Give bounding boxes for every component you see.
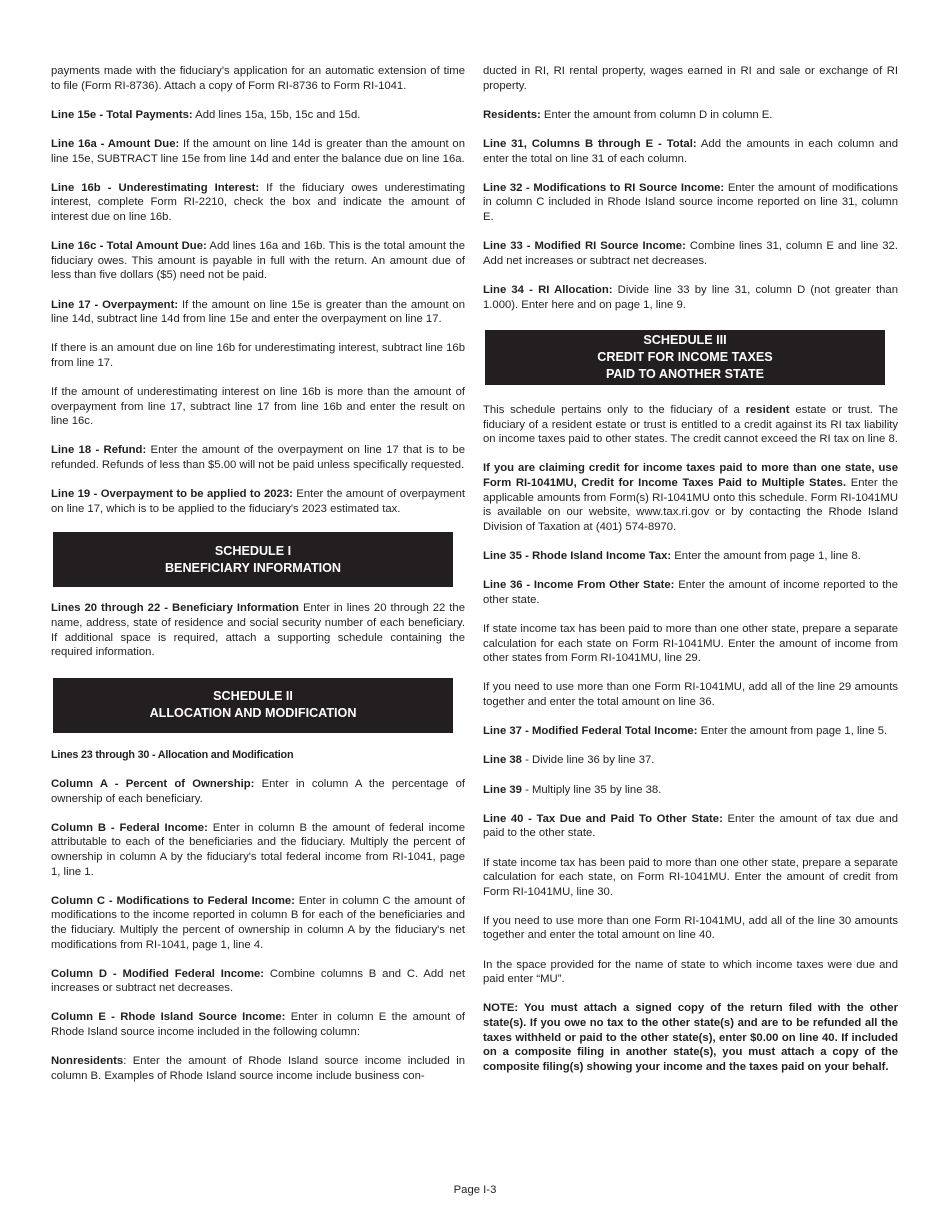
paragraph-line-18: Line 18 - Refund: Enter the amount of the overpayment on line 17 that is to be refunded. Refunds of less than $5.00 will not be paid unless specifically requested. (51, 444, 465, 472)
schedule-2-header (53, 678, 453, 733)
line-heading: Line 39 (483, 783, 522, 796)
schedule-1-header (53, 532, 453, 587)
line-heading: Line 19 - Overpayment to be applied to 2023: (51, 488, 293, 501)
paragraph-line-40-total: If you need to use more than one Form RI-1041MU, add all of the line 30 amounts together and enter the total amount on line 40. (483, 914, 898, 942)
paragraph-line-16b: Line 16b - Underestimating Interest: If the fiduciary owes underestimating interest, complete Form RI-2210, check the box and indicate the amount of interest due on line 16b. (51, 181, 465, 223)
paragraph-line-17-excess: If the amount of underestimating interest on line 16b is more than the amount of overpayment from line 17, subtract line 17 from line 16b and enter the result on line 16c. (51, 386, 465, 428)
schedule-subtitle-2: PAID TO ANOTHER STATE (605, 367, 765, 382)
line-heading: Line 15e - Total Payments: (51, 108, 193, 121)
paragraph-column-b: Column B - Federal Income: Enter in column B the amount of federal income attributable to each of the beneficiaries and the fiduciary. Multiply the percent of ownership in column A by the fiduciary's total federal income from RI-1041, page 1, line 1. (51, 821, 465, 878)
note-paragraph: NOTE: You must attach a signed copy of the return filed with the other state(s). If you owe no tax to the other state(s) and are to be refunded all the taxes withheld or paid to the other state(s), enter $0.00 on line 40. If included on a composite filing in another state(s), you must attach a copy of the composite filing(s) showing your income and the taxes paid on your behalf. (483, 1002, 898, 1073)
paragraph-column-d: Column D - Modified Federal Income: Combine columns B and C. Add net increases or subtract net decreases. (51, 967, 465, 995)
line-heading: Column A - Percent of Ownership: (51, 777, 255, 790)
paragraph-line-40: Line 40 - Tax Due and Paid To Other State: Enter the amount of tax due and paid to the other state. (483, 812, 899, 840)
line-heading: Residents: (483, 108, 541, 121)
paragraph-line-19: Line 19 - Overpayment to be applied to 2023: Enter the amount of overpayment on line 17, which is to be applied to the fiduciary's 2023 estimated tax. (51, 488, 465, 515)
line-heading: Line 16a - Amount Due: (51, 137, 180, 150)
line-heading: Line 40 - Tax Due and Paid To Other State: (483, 812, 723, 825)
line-heading: Column E - Rhode Island Source Income: (51, 1011, 286, 1024)
left-column (51, 64, 465, 1098)
paragraph-line-35: Line 35 - Rhode Island Income Tax: Enter the amount from page 1, line 8. (483, 550, 861, 563)
paragraph-line-17: Line 17 - Overpayment: If the amount on line 15e is greater than the amount on line 14d, subtract line 14d from line 15e and enter the overpayment on line 17. (51, 298, 465, 326)
line-heading: Line 18 - Refund: (51, 444, 147, 457)
line-heading: Line 33 - Modified RI Source Income: (483, 240, 686, 253)
line-heading: Line 35 - Rhode Island Income Tax: (483, 550, 672, 563)
page-number: Page I-3 (453, 1184, 497, 1196)
lines-23-30-heading: Lines 23 through 30 - Allocation and Modification (51, 748, 294, 761)
paragraph-line-16c: Line 16c - Total Amount Due: Add lines 16a and 16b. This is the total amount the fiduciary owes. This amount is payable in full with the return. An amount due of less than five dollars ($5) need not be paid. (51, 240, 465, 282)
schedule-3-header (485, 330, 885, 385)
paragraph-line-36: Line 36 - Income From Other State: Enter the amount of income reported to the other state. (483, 579, 898, 606)
paragraph-line-37: Line 37 - Modified Federal Total Income: Enter the amount from page 1, line 5. (483, 725, 888, 738)
paragraph-line-40-multi: If state income tax has been paid to more than one other state, prepare a separate calculation for each state, on Form RI-1041MU. Enter the amount of credit from Form RI-1041MU, line 30. (483, 856, 898, 898)
paragraph-schedule-3-intro: This schedule pertains only to the fiduciary of a resident estate or trust. The fiduciary of a resident estate or trust is entitled to a credit against its RI tax liability on income taxes paid to other states. The credit cannot exceed the RI tax on line 8. (483, 404, 898, 446)
paragraph-column-c: Column C - Modifications to Federal Income: Enter in column C the amount of modifications to the income reported in column B for each of the beneficiaries and the fiduciary. Multiply the percent of ownership in column A by the fiduciary's net modifications from RI-1041, page 1, line 4. (51, 894, 465, 951)
schedule-subtitle: ALLOCATION AND MODIFICATION (149, 706, 357, 721)
schedule-subtitle: CREDIT FOR INCOME TAXES (597, 350, 773, 365)
line-heading: Line 36 - Income From Other State: (483, 579, 675, 592)
paragraph-residents: Residents: Enter the amount from column D in column E. (483, 108, 773, 121)
paragraph-extension: payments made with the fiduciary's application for an automatic extension of time to file (Form RI-8736). Attach a copy of Form RI-8736 to Form RI-1041. (51, 65, 465, 92)
line-heading: Column D - Modified Federal Income: (51, 967, 265, 980)
line-heading: Line 32 - Modifications to RI Source Income: (483, 181, 725, 194)
paragraph-line-34: Line 34 - RI Allocation: Divide line 33 by line 31, column D (not greater than 1.000). Enter here and on page 1, line 9. (483, 283, 898, 311)
paragraph-line-15e: Line 15e - Total Payments: Add lines 15a, 15b, 15c and 15d. (51, 108, 361, 121)
line-heading: Line 17 - Overpayment: (51, 298, 179, 311)
line-heading: Line 16b - Underestimating Interest: (51, 181, 260, 194)
right-column (483, 64, 898, 1089)
paragraph-lines-20-22: Lines 20 through 22 - Beneficiary Information Enter in lines 20 through 22 the name, address, state of residence and social security number of each beneficiary. If additional space is required, attach a supporting schedule containing the required information. (51, 602, 465, 659)
paragraph-line-17-interest: If there is an amount due on line 16b for underestimating interest, subtract line 16b from line 17. (51, 342, 465, 369)
line-heading: Line 31, Columns B through E - Total: (483, 137, 697, 150)
line-heading: Column C - Modifications to Federal Income: (51, 894, 295, 907)
paragraph-line-36-multi: If state income tax has been paid to more than one other state, prepare a separate calculation for each state on Form RI-1041MU. Enter the amount of income from other states from Form RI-1041MU, line 29. (483, 623, 898, 665)
paragraph-line-16a: Line 16a - Amount Due: If the amount on line 14d is greater than the amount on line 15e, SUBTRACT line 15e from line 14d and enter the balance due on line 16a. (51, 137, 465, 165)
line-heading: Line 16c - Total Amount Due: (51, 240, 207, 253)
line-heading: Column B - Federal Income: (51, 821, 208, 834)
line-heading: Line 37 - Modified Federal Total Income: (483, 725, 698, 738)
paragraph-line-40-mu: In the space provided for the name of state to which income taxes were due and paid enter “MU”. (483, 958, 898, 986)
paragraph-line-31: Line 31, Columns B through E - Total: Add the amounts in each column and enter the total on line 31 of each column. (483, 137, 898, 165)
schedule-title: SCHEDULE II (213, 689, 293, 704)
line-heading: Lines 20 through 22 - Beneficiary Information (51, 602, 299, 615)
paragraph-line-33: Line 33 - Modified RI Source Income: Combine lines 31, column E and line 32. Add net increases or subtract net decreases. (483, 240, 898, 267)
paragraph-line-36-total: If you need to use more than one Form RI-1041MU, add all of the line 29 amounts together and enter the total amount on line 36. (483, 681, 898, 708)
paragraph-line-32: Line 32 - Modifications to RI Source Income: Enter the amount of modifications in column C included in Rhode Island source income reported on line 31, column E. (483, 181, 898, 223)
paragraph-multiple-states: If you are claiming credit for income taxes paid to more than one state, use Form RI-1041MU, Credit for Income Taxes Paid to Multiple States. Enter the applicable amounts from Form(s) RI-1041MU onto this schedule. Form RI-1041MU is available on our website, www.tax.ri.gov or by contacting the Rhode Island Division of Taxation at (401) 574-8970. (483, 462, 898, 533)
schedule-subtitle: BENEFICIARY INFORMATION (164, 560, 342, 575)
line-heading: Line 38 (483, 754, 522, 767)
schedule-title: SCHEDULE III (643, 333, 727, 348)
line-heading: Line 34 - RI Allocation: (483, 283, 613, 296)
schedule-title: SCHEDULE I (214, 543, 292, 558)
paragraph-line-39: Line 39 - Multiply line 35 by line 38. (483, 783, 662, 796)
paragraph-nonresidents: Nonresidents: Enter the amount of Rhode Island source income included in column B. Examples of Rhode Island source income include business con- (51, 1055, 465, 1082)
paragraph-column-a: Column A - Percent of Ownership: Enter in column A the percentage of ownership of each beneficiary. (51, 777, 466, 805)
paragraph-continued: ducted in RI, RI rental property, wages earned in RI and sale or exchange of RI property. (483, 65, 898, 92)
line-heading: Nonresidents (51, 1055, 124, 1068)
paragraph-column-e: Column E - Rhode Island Source Income: Enter in column E the amount of Rhode Island source income included in the following column: (51, 1011, 465, 1039)
paragraph-line-38: Line 38 - Divide line 36 by line 37. (483, 754, 655, 767)
